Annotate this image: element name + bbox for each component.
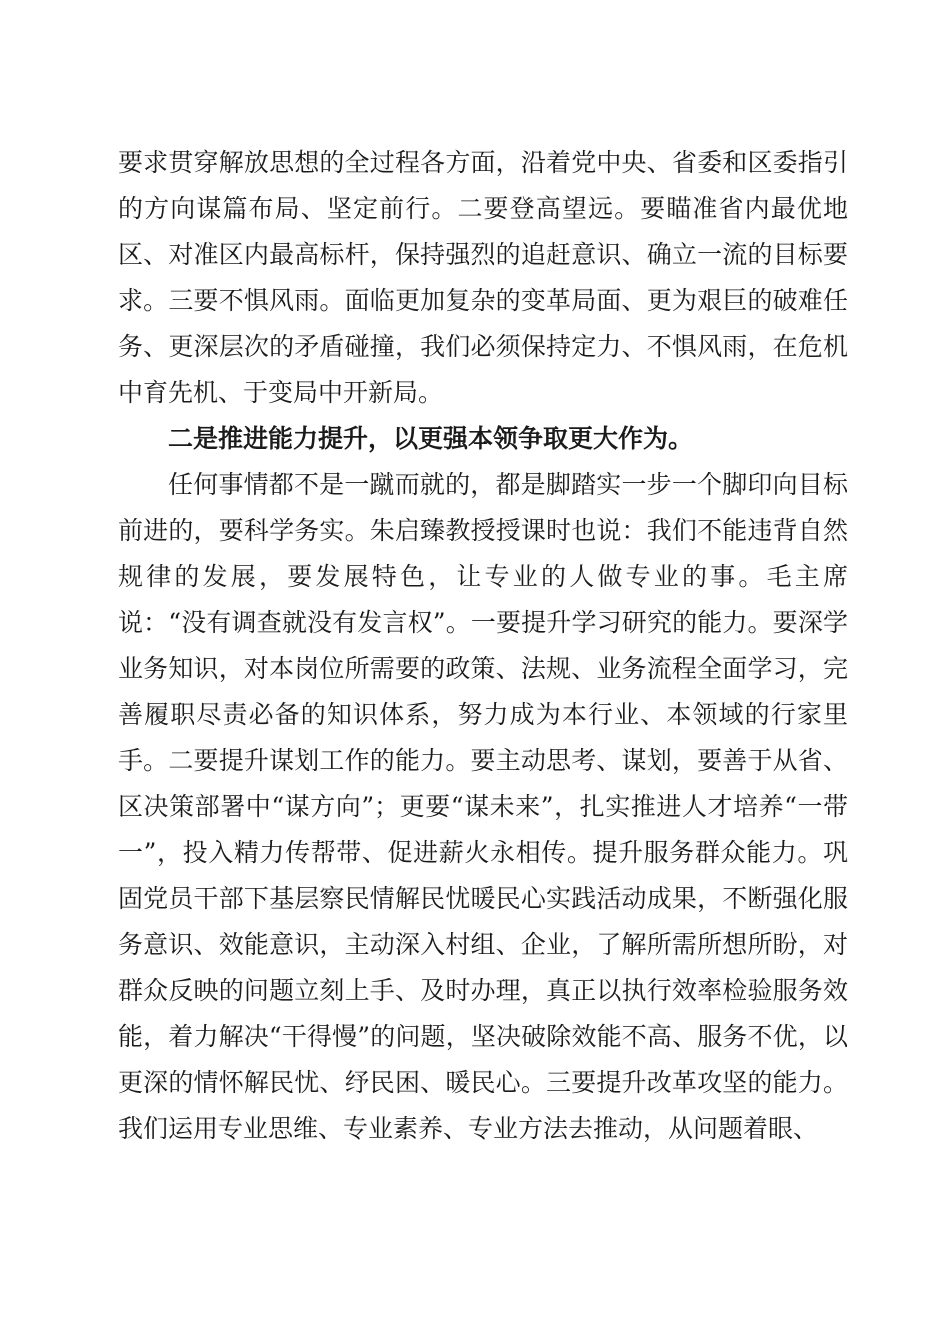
section-heading: 二是推进能力提升，以更强本领争取更大作为。 [168, 424, 694, 453]
body-text [118, 140, 848, 1152]
paragraph-continuation: 要求贯穿解放思想的全过程各方面，沿着党中央、省委和区委指引的方向谋篇布局、坚定前行。二要登高望远。要瞄准省内最优地区、对准区内最高标杆，保持强烈的追赶意识、确立一流的目标要求。三要不惧风雨。面临更加复杂的变革局面、更为艰巨的破难任务、更深层次的矛盾碰撞，我们必须保持定力、不惧风雨，在危机中育先机、于变局中开新局。 [118, 148, 848, 407]
paragraph-body: 任何事情都不是一蹴而就的，都是脚踏实一步一个脚印向目标前进的，要科学务实。朱启臻教授授课时也说：我们不能违背自然规律的发展，要发展特色，让专业的人做专业的事。毛主席说：“没有调查就没有发言权”。一要提升学习研究的能力。要深学业务知识，对本岗位所需要的政策、法规、业务流程全面学习，完善履职尽责必备的知识体系，努力成为本行业、本领域的行家里手。二要提升谋划工作的能力。要主动思考、谋划，要善于从省、区决策部署中“谋方向”；更要“谋未来”，扎实推进人才培养“一带一”，投入精力传帮带、促进薪火永相传。提升服务群众能力。巩固党员干部下基层察民情解民忧暖民心实践活动成果，不断强化服务意识、效能意识，主动深入村组、企业，了解所需所想所盼，对群众反映的问题立刻上手、及时办理，真正以执行效率检验服务效能，着力解决“干得慢”的问题，坚决破除效能不高、服务不优，以更深的情怀解民忧、纾民困、暖民心。三要提升改革攻坚的能力。我们运用专业思维、专业素养、专业方法去推动，从问题着眼、 [118, 470, 848, 1143]
